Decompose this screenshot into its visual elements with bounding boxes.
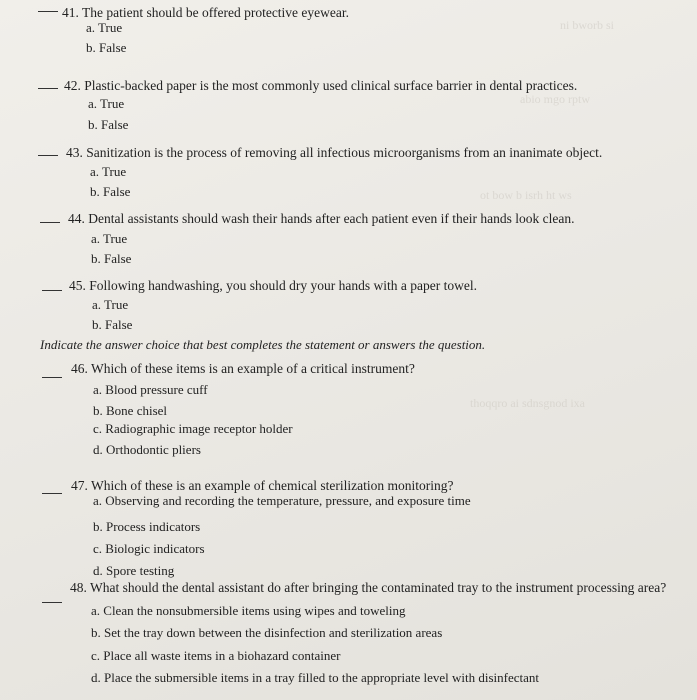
option-45-b: b. False bbox=[92, 317, 133, 332]
option-41-b: b. False bbox=[86, 40, 127, 55]
question-47: 47. Which of these is an example of chemical sterilization monitoring? bbox=[71, 478, 454, 493]
section-instruction: Indicate the answer choice that best completes the statement or answers the question. bbox=[40, 337, 486, 352]
question-45: 45. Following handwashing, you should dry your hands with a paper towel. bbox=[69, 278, 477, 293]
option-43-b: b. False bbox=[90, 184, 131, 199]
option-44-b: b. False bbox=[91, 251, 132, 266]
option-46-a: a. Blood pressure cuff bbox=[93, 382, 208, 397]
option-42-b: b. False bbox=[88, 117, 129, 132]
answer-blank-46[interactable] bbox=[42, 377, 62, 378]
option-47-b: b. Process indicators bbox=[93, 519, 201, 534]
option-43-a: a. True bbox=[90, 164, 127, 179]
option-48-a: a. Clean the nonsubmersible items using wipes and toweling bbox=[91, 603, 406, 618]
question-42: 42. Plastic-backed paper is the most commonly used clinical surface barrier in dental practices. bbox=[64, 78, 578, 93]
question-48: 48. What should the dental assistant do after bringing the contaminated tray to the instrument processing area? bbox=[70, 580, 667, 595]
option-48-c: c. Place all waste items in a biohazard container bbox=[91, 648, 341, 663]
answer-blank-47[interactable] bbox=[42, 493, 62, 494]
bleed-through-text: abio mgo rptw bbox=[520, 92, 590, 106]
option-48-b: b. Set the tray down between the disinfection and sterilization areas bbox=[91, 625, 443, 640]
answer-blank-41[interactable] bbox=[38, 11, 58, 12]
option-47-c: c. Biologic indicators bbox=[93, 541, 205, 556]
bleed-through-text: ot bow b isrh ht ws bbox=[480, 188, 572, 202]
option-45-a: a. True bbox=[92, 297, 129, 312]
bleed-through-text: ni bworb si bbox=[560, 18, 614, 32]
option-46-c: c. Radiographic image receptor holder bbox=[93, 421, 293, 436]
option-41-a: a. True bbox=[86, 20, 123, 35]
option-46-d: d. Orthodontic pliers bbox=[93, 442, 201, 457]
question-41: 41. The patient should be offered protective eyewear. bbox=[62, 5, 350, 20]
option-47-d: d. Spore testing bbox=[93, 563, 175, 578]
option-48-d: d. Place the submersible items in a tray filled to the appropriate level with disinfectant bbox=[91, 670, 540, 685]
answer-blank-45[interactable] bbox=[42, 290, 62, 291]
question-44: 44. Dental assistants should wash their hands after each patient even if their hands look clean. bbox=[68, 211, 575, 226]
question-46: 46. Which of these items is an example of a critical instrument? bbox=[71, 361, 415, 376]
answer-blank-43[interactable] bbox=[38, 155, 58, 156]
option-42-a: a. True bbox=[88, 96, 125, 111]
option-46-b: b. Bone chisel bbox=[93, 403, 168, 418]
answer-blank-48[interactable] bbox=[42, 602, 62, 603]
option-44-a: a. True bbox=[91, 231, 128, 246]
answer-blank-44[interactable] bbox=[40, 222, 60, 223]
answer-blank-42[interactable] bbox=[38, 88, 58, 89]
bleed-through-text: thoqqro ai sdnsgnod ixa bbox=[470, 396, 585, 410]
question-43: 43. Sanitization is the process of removing all infectious microorganisms from an inanimate object. bbox=[66, 145, 603, 160]
option-47-a: a. Observing and recording the temperature, pressure, and exposure time bbox=[93, 493, 471, 508]
